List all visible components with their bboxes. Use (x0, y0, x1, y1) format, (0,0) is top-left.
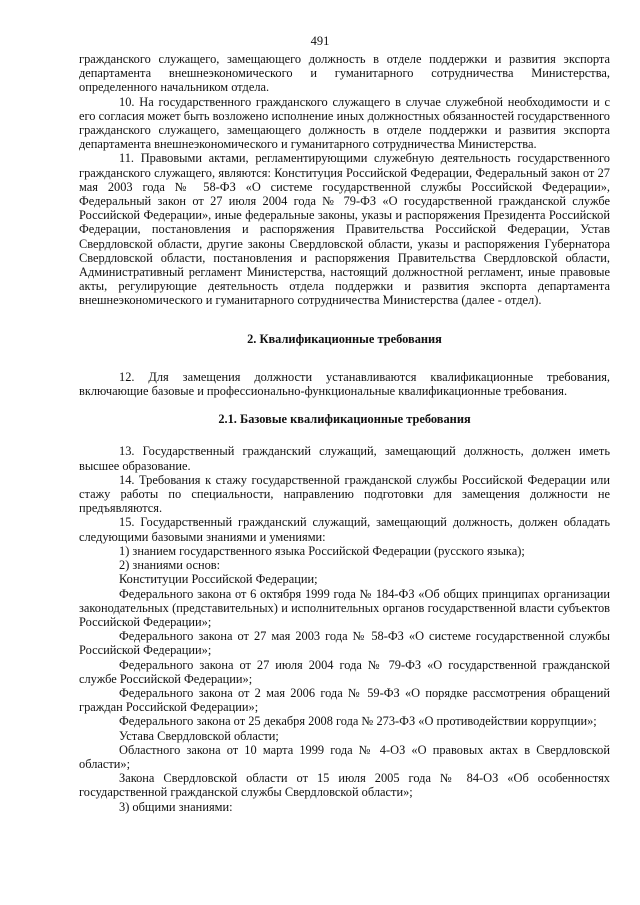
law-item-58fz: Федерального закона от 27 мая 2003 года № 58-ФЗ «О системе государственной службы Российской Федерации»; (79, 629, 610, 658)
law-item-4oz: Областного закона от 10 марта 1999 года № 4-ОЗ «О правовых актах в Свердловской области»; (79, 742, 610, 771)
law-item-84oz: Закона Свердловской области от 15 июля 2005 года № 84-ОЗ «Об особенностях государственной гражданской службы Свердловской области»; (79, 771, 610, 800)
law-item-charter: Устава Свердловской области; (119, 728, 279, 743)
law-item-59fz: Федерального закона от 2 мая 2006 года № 59-ФЗ «О порядке рассмотрения обращений граждан Российской Федерации»; (79, 685, 610, 715)
law-item-constitution: Конституции Российской Федерации; (119, 572, 318, 587)
paragraph-continuation: гражданского служащего, замещающего должность в отделе поддержки и развития экспорта департамента внешнеэкономического и гуманитарного сотрудничества Министерства, определенного начальником отдела. (79, 52, 610, 95)
law-item-273fz: Федерального закона от 25 декабря 2008 года № 273-ФЗ «О противодействии коррупции»; (119, 714, 597, 729)
paragraph-11: 11. Правовыми актами, регламентирующими служебную деятельность государственного гражданского служащего, являются: Конституция Российской Федерации, Федеральный закон от 27 мая 2003 года № 58-ФЗ «О системе государственной службы Российской Федерации», Федеральный закон от 27 июля 2004 года № 79-ФЗ «О государственной гражданской службе Российской Федерации», иные федеральные законы, указы и распоряжения Президента Российской Федерации, постановления и распоряжения Правительства Российской Федерации, Устав Свердловской области, другие законы Свердловской области, указы и распоряжения Губернатора Свердловской области, постановления и распоряжения Правительства Свердловской области, Административный регламент Министерства, настоящий должностной регламент, иные правовые акты, регулирующие деятельность отдела поддержки и развития экспорта департамента внешнеэкономического и гуманитарного сотрудничества Министерства (далее - отдел). (79, 151, 610, 308)
list-item-2: 2) знаниями основ: (119, 558, 221, 573)
section-heading-2: 2. Квалификационные требования (247, 331, 442, 346)
paragraph-14: 14. Требования к стажу государственной гражданской службы Российской Федерации или стажу работы по специальности, направлению подготовки для замещения должности не предъявляются. (79, 472, 610, 516)
paragraph-15: 15. Государственный гражданский служащий, замещающий должность, должен обладать следующими базовыми знаниями и умениями: (79, 515, 610, 544)
paragraph-13: 13. Государственный гражданский служащий, замещающий должность, должен иметь высшее образование. (79, 444, 610, 473)
document-body (79, 52, 610, 814)
section-heading-2-1: 2.1. Базовые квалификационные требования (218, 412, 471, 427)
list-item-3: 3) общими знаниями: (119, 799, 233, 814)
law-item-79fz: Федерального закона от 27 июля 2004 года № 79-ФЗ «О государственной гражданской службе Российской Федерации»; (79, 657, 610, 686)
list-item-1: 1) знанием государственного языка Российской Федерации (русского языка); (119, 543, 525, 558)
paragraph-12: 12. Для замещения должности устанавливаются квалификационные требования, включающие базовые и профессионально-функциональные квалификационные требования. (79, 369, 610, 399)
page-number: 491 (310, 34, 330, 48)
law-item-184fz: Федерального закона от 6 октября 1999 года № 184-ФЗ «Об общих принципах организации законодательных (представительных) и исполнительных органов государственной власти субъектов Российской Федерации»; (79, 586, 610, 629)
paragraph-10: 10. На государственного гражданского служащего в случае служебной необходимости и с его согласия может быть возложено исполнение иных должностных обязанностей государственного гражданского служащего, замещающего должность в отделе поддержки и развития экспорта департамента внешнеэкономического и гуманитарного сотрудничества Министерства. (79, 94, 610, 152)
